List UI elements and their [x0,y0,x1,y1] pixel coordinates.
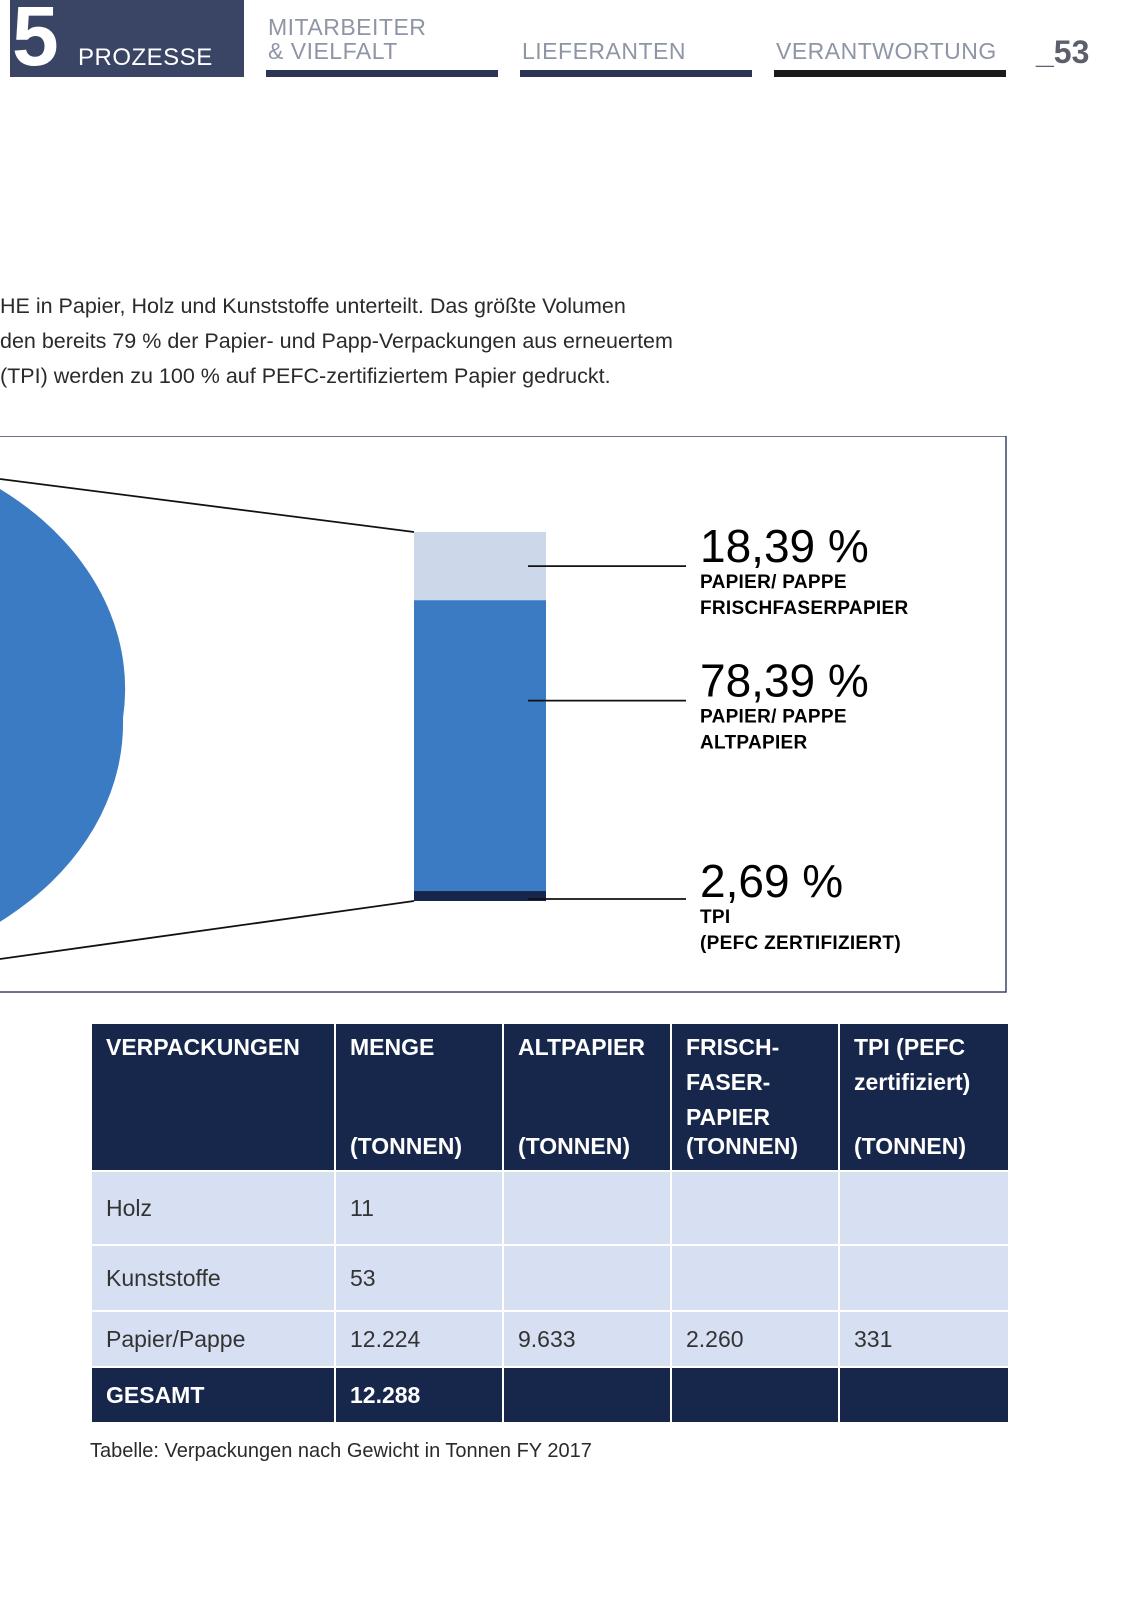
cell [671,1367,839,1423]
label-sub2-frischfaser: FRISCHFASERPAPIER [700,598,909,620]
section-number: 5 [12,0,59,83]
label-pct-tpi: 2,69 % [700,855,844,907]
cell: 331 [839,1311,1009,1367]
table-row [91,1311,1009,1367]
label-pct-altpapier: 78,39 % [700,654,869,707]
tab-underline [266,70,498,77]
section-header-box[interactable] [10,0,244,83]
table-row [91,1171,1009,1245]
tab-underline [520,70,752,77]
bar-segment-tpi [414,891,546,901]
table-row [91,1245,1009,1311]
tab-label: LIEFERANTEN [522,38,686,64]
tab-mitarbeiter-vielfalt[interactable] [266,0,498,77]
label-pct-frischfaser: 18,39 % [700,520,869,573]
cell: 53 [335,1245,503,1311]
page-number: _53 [1036,34,1090,70]
intro-line: (TPI) werden zu 100 % auf PEFC-zertifiziertem Papier gedruckt. [0,364,611,388]
label-sub1-tpi: TPI [700,907,731,928]
intro-paragraph [0,289,673,394]
cell [671,1245,839,1311]
cell [503,1171,671,1245]
header-frischfaserpapier: FRISCH- FASER- PAPIER (TONNEN) [671,1023,839,1171]
section-label: PROZESSE [78,44,213,71]
cell [503,1367,671,1423]
header-tpi: TPI (PEFC zertifiziert) (TONNEN) [839,1023,1009,1171]
intro-line: den bereits 79 % der Papier- und Papp-Verpackungen aus erneuertem [0,329,673,353]
total-label: GESAMT [91,1367,335,1423]
tab-underline [774,70,1006,77]
label-sub1-frischfaser: PAPIER/ PAPPE [700,572,847,594]
total-value: 12.288 [335,1367,503,1423]
tab-lieferanten[interactable] [520,0,752,77]
cell [839,1367,1009,1423]
bar-segment-altpapier [414,600,546,891]
packaging-table [90,1022,1010,1424]
cell: Kunststoffe [91,1245,335,1311]
label-sub1-altpapier: PAPIER/ PAPPE [700,706,847,728]
tab-verantwortung[interactable] [774,0,1006,77]
label-sub2-altpapier: ALTPAPIER [700,732,808,754]
bar-segment-frischfaserpapier [414,532,546,600]
cell: 2.260 [671,1311,839,1367]
header-verpackungen: VERPACKUNGEN [91,1023,335,1171]
table-header-row [91,1023,1009,1171]
label-sub2-tpi: (PEFC ZERTIFIZIERT) [700,933,901,954]
cell [839,1171,1009,1245]
cell [839,1245,1009,1311]
cell: Holz [91,1171,335,1245]
cell: Papier/Pappe [91,1311,335,1367]
header-altpapier: ALTPAPIER (TONNEN) [503,1023,671,1171]
tab-label: VERANTWORTUNG [776,38,997,64]
header-menge: MENGE (TONNEN) [335,1023,503,1171]
cell: 12.224 [335,1311,503,1367]
tab-label: MITARBEITER & VIELFALT [268,14,427,64]
cell [503,1245,671,1311]
cell: 11 [335,1171,503,1245]
cell: 9.633 [503,1311,671,1367]
table-total-row [91,1367,1009,1423]
table-caption: Tabelle: Verpackungen nach Gewicht in Tonnen FY 2017 [90,1440,592,1462]
packaging-chart [0,436,1010,996]
intro-line: HE in Papier, Holz und Kunststoffe unterteilt. Das größte Volumen [0,294,626,318]
cell [671,1171,839,1245]
